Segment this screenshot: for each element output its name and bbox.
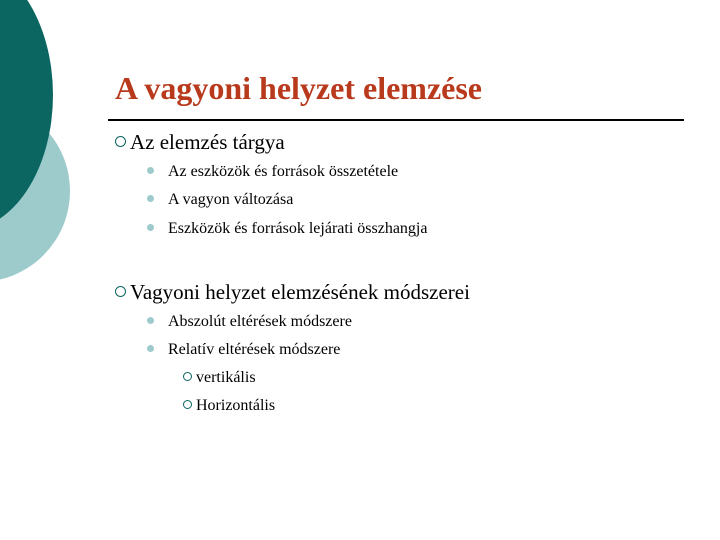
ring-bullet-icon bbox=[183, 372, 192, 381]
bullet-text: vertikális bbox=[196, 369, 256, 386]
bullet-section-2 bbox=[115, 280, 470, 305]
slide-title: A vagyoni helyzet elemzése bbox=[115, 70, 482, 106]
ring-bullet-icon bbox=[183, 400, 192, 409]
bullet-section-1 bbox=[115, 130, 285, 155]
bullet-text: Eszközök és források lejárati összhangja bbox=[168, 220, 428, 237]
title-divider bbox=[108, 119, 684, 121]
dot-bullet-icon bbox=[147, 317, 154, 324]
ring-bullet-icon bbox=[115, 286, 126, 297]
bullet-text: Horizontális bbox=[196, 397, 276, 414]
sub-list-item bbox=[183, 369, 256, 387]
list-item bbox=[147, 163, 398, 181]
bullet-text: Az eszközök és források összetétele bbox=[168, 163, 399, 180]
bullet-text: Vagyoni helyzet elemzésének módszerei bbox=[130, 280, 470, 304]
bullet-text: Az elemzés tárgya bbox=[130, 130, 285, 154]
sub-list-item bbox=[183, 397, 275, 415]
dot-bullet-icon bbox=[147, 167, 154, 174]
list-item bbox=[147, 220, 427, 238]
ring-bullet-icon bbox=[115, 136, 126, 147]
bullet-text: Abszolút eltérések módszere bbox=[168, 313, 352, 330]
list-item bbox=[147, 341, 340, 359]
bullet-text: Relatív eltérések módszere bbox=[168, 341, 341, 358]
list-item bbox=[147, 313, 352, 331]
dot-bullet-icon bbox=[147, 345, 154, 352]
decorative-circles bbox=[0, 0, 80, 290]
dot-bullet-icon bbox=[147, 195, 154, 202]
dot-bullet-icon bbox=[147, 224, 154, 231]
list-item bbox=[147, 191, 293, 209]
bullet-text: A vagyon változása bbox=[168, 191, 294, 208]
